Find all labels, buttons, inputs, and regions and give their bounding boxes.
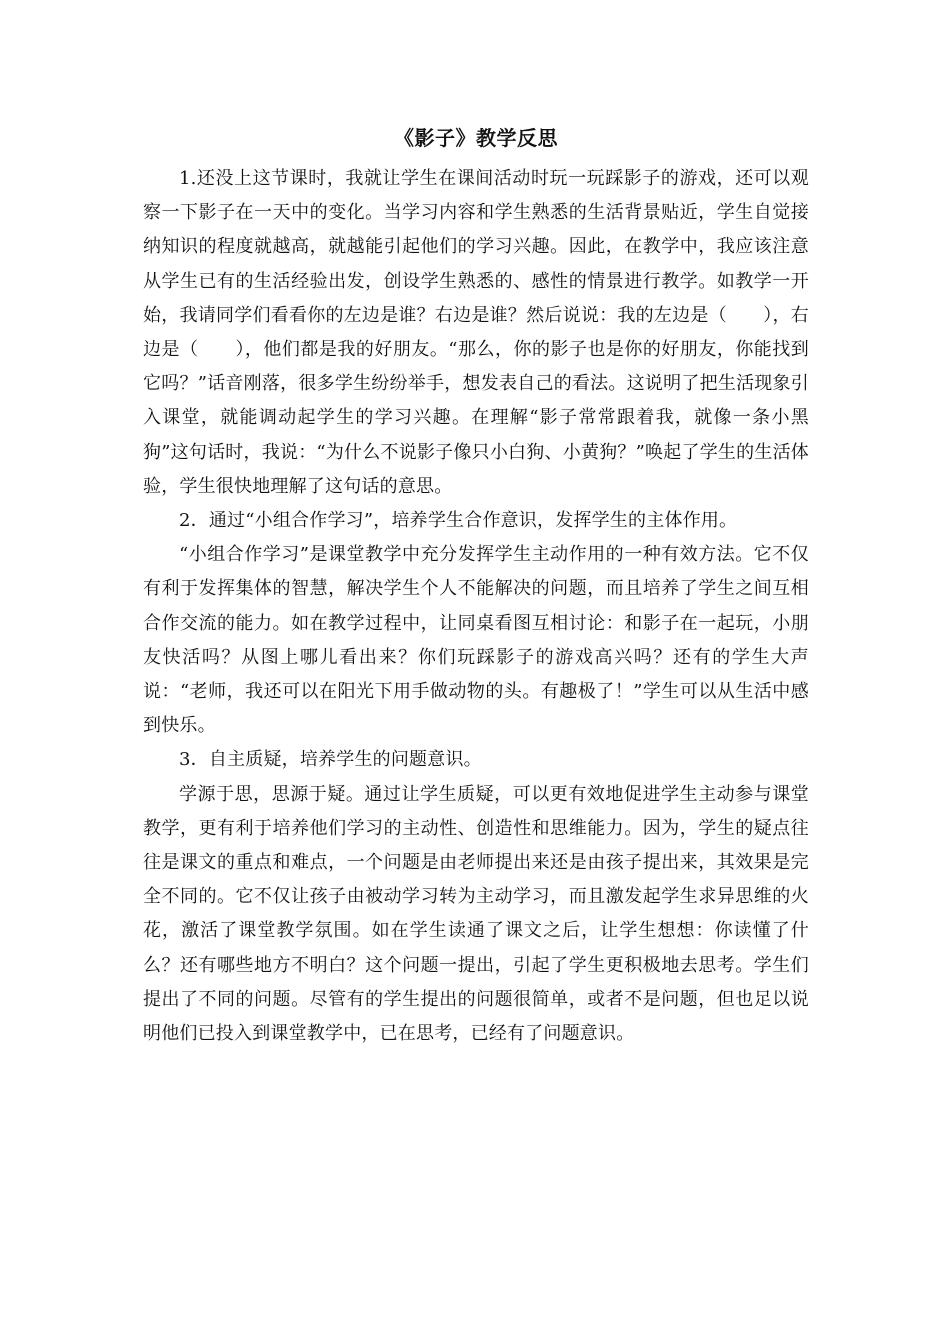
paragraph-2-heading: 2．通过“小组合作学习”，培养学生合作意识，发挥学生的主体作用。: [179, 510, 738, 532]
paragraph-3: “小组合作学习”是课堂教学中充分发挥学生主动作用的一种有效方法。它不仅有利于发挥集体的智慧，解决学生个人不能解决的问题，而且培养了学生之间互相合作交流的能力。如在教学过程中，让同桌看图互相讨论：和影子在一起玩，小朋友快活吗？从图上哪儿看出来？你们玩踩影子的游戏高兴吗？还有的学生大声说：“老师，我还可以在阳光下用手做动物的头。有趣极了！”学生可以从生活中感到快乐。: [143, 544, 809, 737]
document-title: 《影子》教学反思: [394, 126, 558, 150]
paragraph-1: 1.还没上这节课时，我就让学生在课间活动时玩一玩踩影子的游戏，还可以观察一下影子在一天中的变化。当学习内容和学生熟悉的生活背景贴近，学生自觉接纳知识的程度就越高，就越能引起他们的学习兴趣。因此，在教学中，我应该注意从学生已有的生活经验出发，创设学生熟悉的、感性的情景进行教学。如教学一开始，我请同学们看看你的左边是谁？右边是谁？然后说说：我的左边是（ ），右边是（ ），他们都是我的好朋友。“那么，你的影子也是你的好朋友，你能找到它吗？”话音刚落，很多学生纷纷举手，想发表自己的看法。这说明了把生活现象引入课堂，就能调动起学生的学习兴趣。在理解“影子常常跟着我，就像一条小黑狗”这句话时，我说：“为什么不说影子像只小白狗、小黄狗？”唤起了学生的生活体验，学生很快地理解了这句话的意思。: [143, 168, 809, 497]
document-body: [143, 118, 809, 1051]
paragraph-4-heading: 3．自主质疑，培养学生的问题意识。: [179, 749, 482, 771]
paragraph-5: 学源于思，思源于疑。通过让学生质疑，可以更有效地促进学生主动参与课堂教学，更有利于培养他们学习的主动性、创造性和思维能力。因为，学生的疑点往往是课文的重点和难点，一个问题是由老师提出来还是由孩子提出来，其效果是完全不同的。它不仅让孩子由被动学习转为主动学习，而且激发起学生求异思维的火花，激活了课堂教学氛围。如在学生读通了课文之后，让学生想想：你读懂了什么？还有哪些地方不明白？这个问题一提出，引起了学生更积极地去思考。学生们提出了不同的问题。尽管有的学生提出的问题很简单，或者不是问题，但也足以说明他们已投入到课堂教学中，已在思考，已经有了问题意识。: [143, 783, 809, 1045]
